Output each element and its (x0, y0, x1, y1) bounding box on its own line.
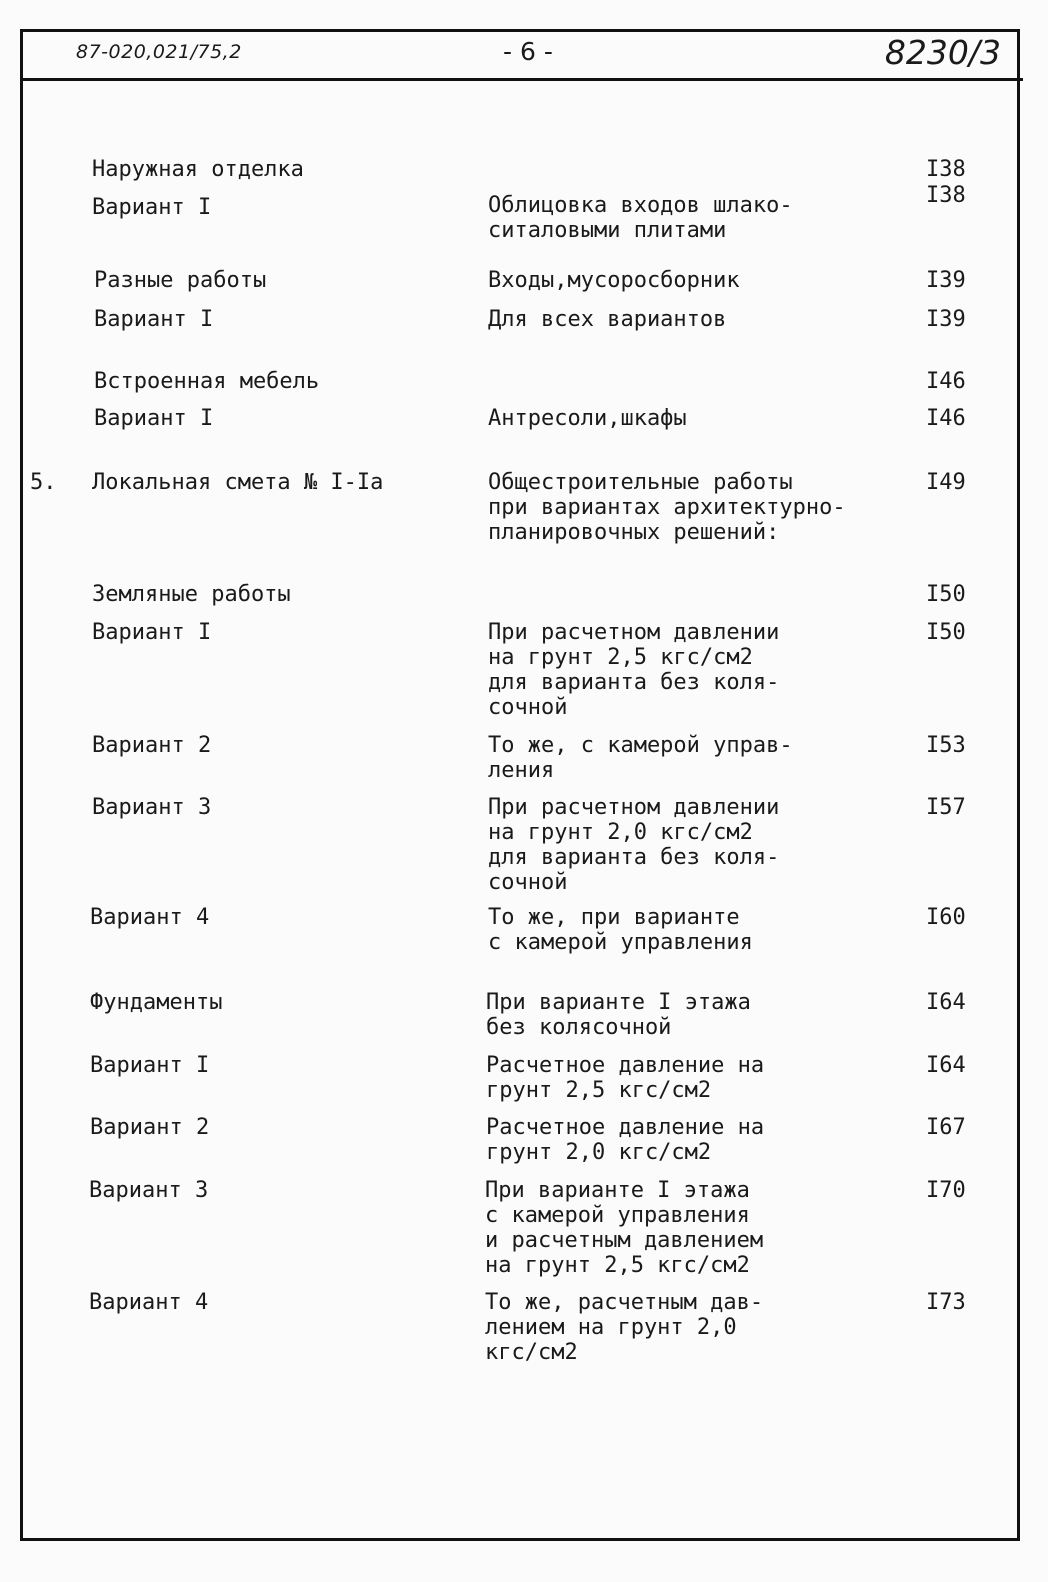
entry-page: I67 (926, 1115, 966, 1140)
entry-page: I50 (926, 620, 966, 645)
entry-title: Вариант I (92, 620, 212, 645)
entry-title: Вариант 2 (92, 733, 212, 758)
entry-title: Локальная смета № I-Iа (92, 470, 384, 495)
entry-description: То же, расчетным дав- лением на грунт 2,0 кгс/см2 (485, 1290, 764, 1365)
entry-page: I53 (926, 733, 966, 758)
entry-description: Антресоли,шкафы (488, 406, 687, 431)
entry-title: Вариант I (94, 307, 214, 332)
entry-description: Для всех вариантов (488, 307, 727, 332)
entry-page: I64 (926, 990, 966, 1015)
page-header (20, 29, 1023, 81)
entry-page: I39 (926, 307, 966, 332)
entry-description: Расчетное давление на грунт 2,5 кгс/см2 (486, 1053, 765, 1103)
entry-page: I38 (926, 157, 966, 182)
entry-title: Вариант 4 (90, 905, 210, 930)
entry-title: Встроенная мебель (94, 369, 320, 394)
page-number: - 6 - (503, 37, 553, 66)
entry-title: Земляные работы (92, 582, 291, 607)
entry-page: I49 (926, 470, 966, 495)
entry-title: Наружная отделка (92, 157, 304, 182)
entry-description: Входы,мусоросборник (488, 268, 740, 293)
entry-title: Вариант 4 (89, 1290, 209, 1315)
entry-description: При расчетном давлении на грунт 2,0 кгс/см2 для варианта без коля- сочной (488, 795, 780, 895)
entry-title: Вариант 3 (92, 795, 212, 820)
entry-description: То же, при варианте с камерой управления (488, 905, 753, 955)
entry-page: I73 (926, 1290, 966, 1315)
entry-title: Вариант 2 (90, 1115, 210, 1140)
entry-title: Разные работы (94, 268, 267, 293)
entry-page: I57 (926, 795, 966, 820)
entry-page: I50 (926, 582, 966, 607)
entry-title: Вариант I (94, 406, 214, 431)
entry-page: I64 (926, 1053, 966, 1078)
entry-number: 5. (30, 470, 57, 495)
entry-page: I60 (926, 905, 966, 930)
entry-description: При расчетном давлении на грунт 2,5 кгс/см2 для варианта без коля- сочной (488, 620, 780, 720)
entry-page: I39 (926, 268, 966, 293)
entry-page: I70 (926, 1178, 966, 1203)
entry-title: Фундаменты (90, 990, 223, 1015)
entry-page: I38 (926, 183, 966, 208)
entry-description: То же, с камерой управ- ления (488, 733, 793, 783)
document-code: 87-020,021/75,2 (76, 41, 242, 63)
entry-page: I46 (926, 406, 966, 431)
entry-description: При варианте I этажа с камерой управления и расчетным давлением на грунт 2,5 кгс/см2 (485, 1178, 764, 1278)
entry-title: Вариант 3 (89, 1178, 209, 1203)
entry-description: Общестроительные работы при вариантах архитектурно- планировочных решений: (488, 470, 846, 545)
sheet-code: 8230/3 (884, 33, 1001, 72)
entry-title: Вариант I (92, 195, 212, 220)
entry-description: При варианте I этажа без колясочной (486, 990, 751, 1040)
entry-title: Вариант I (90, 1053, 210, 1078)
entry-description: Облицовка входов шлако- ситаловыми плитами (488, 193, 793, 243)
entry-description: Расчетное давление на грунт 2,0 кгс/см2 (486, 1115, 765, 1165)
entry-page: I46 (926, 369, 966, 394)
